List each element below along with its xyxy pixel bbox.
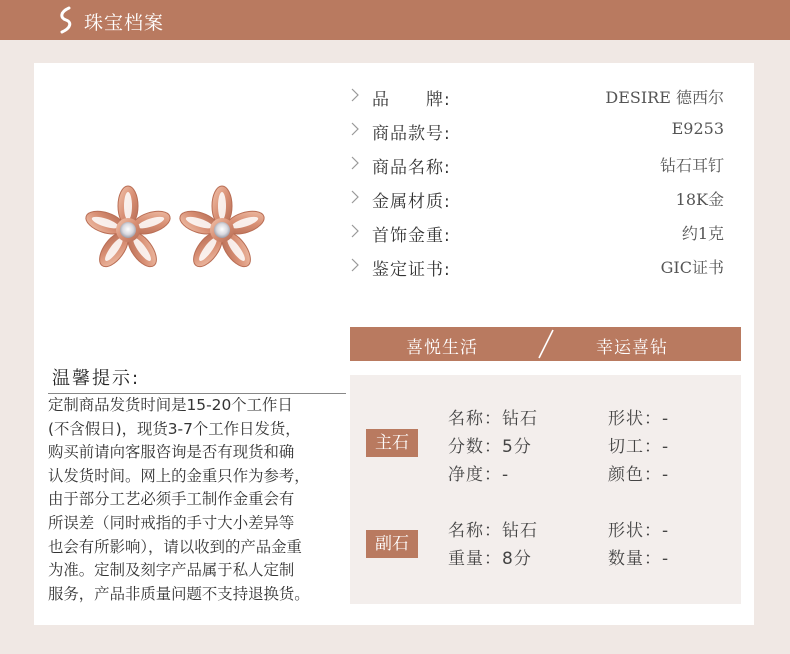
swirl-logo-icon	[56, 6, 76, 34]
spec-row-weight	[350, 221, 730, 251]
spec-value: DESIRE 德西尔	[605, 88, 724, 107]
spec-value: 约1克	[681, 224, 724, 243]
tips-title: 温馨提示:	[52, 368, 141, 389]
spec-row-brand	[350, 85, 730, 115]
spec-row-model	[350, 119, 730, 149]
side-stone-name: 名称：钻石	[448, 521, 538, 541]
main-stone-count: 分数：5分	[448, 437, 532, 457]
chevron-right-icon	[350, 88, 360, 102]
side-stone-badge: 副石	[366, 530, 418, 558]
tips-text	[48, 394, 353, 606]
main-stone-badge: 主石	[366, 429, 418, 457]
spec-value: E9253	[671, 119, 724, 138]
spec-label: 金属材质:	[372, 192, 451, 212]
side-stone-quantity: 数量：-	[608, 549, 670, 569]
main-stone-name: 名称：钻石	[448, 409, 538, 429]
chevron-right-icon	[350, 258, 360, 272]
spec-label: 鉴定证书:	[372, 260, 451, 280]
main-stone-color: 颜色：-	[608, 465, 670, 485]
tips-line: 所误差（同时戒指的手寸大小差异等	[48, 513, 295, 532]
main-stone-cut: 切工：-	[608, 437, 670, 457]
tips-line: 认发货时间。网上的金重只作为参考，	[48, 466, 310, 485]
chevron-right-icon	[350, 190, 360, 204]
tips-line: 由于部分工艺必须手工制作金重会有	[48, 490, 295, 509]
section-header	[0, 0, 790, 40]
tips-line: 购买前请向客服咨询是否有现货和确	[48, 443, 295, 462]
spec-value: GIC证书	[660, 258, 724, 277]
tips-line: (不含假日)，现货3-7个工作日发货，	[48, 419, 301, 438]
chevron-right-icon	[350, 224, 360, 238]
spec-value: 钻石耳钉	[659, 156, 724, 175]
spec-row-certificate	[350, 255, 730, 285]
section-title: 珠宝档案	[84, 12, 165, 34]
tips-line: 服务，产品非质量问题不支持退换货。	[48, 584, 310, 603]
tips-line: 为准。定制及刻字产品属于私人定制	[48, 561, 295, 580]
spec-row-material	[350, 187, 730, 217]
spec-label: 品 牌:	[372, 90, 451, 110]
flower-earrings-image	[80, 178, 270, 278]
spec-label: 首饰金重:	[372, 226, 451, 246]
main-stone-shape: 形状：-	[608, 409, 670, 429]
side-stone-weight: 重量：8分	[448, 549, 532, 569]
spec-row-name	[350, 153, 730, 183]
slogan-right: 幸运喜钻	[596, 338, 668, 358]
spec-label: 商品款号:	[372, 124, 451, 144]
spec-value: 18K金	[675, 190, 724, 209]
tips-line: 定制商品发货时间是15-20个工作日	[48, 396, 293, 414]
slogan-banner	[350, 327, 741, 361]
stone-details-panel	[350, 375, 741, 604]
slash-divider	[533, 327, 559, 361]
tips-line: 也会有所影响），请以收到的产品金重	[48, 537, 302, 556]
side-stone-shape: 形状：-	[608, 521, 670, 541]
chevron-right-icon	[350, 122, 360, 136]
slogan-left: 喜悦生活	[406, 338, 478, 358]
chevron-right-icon	[350, 156, 360, 170]
main-stone-clarity: 净度：-	[448, 465, 510, 485]
spec-label: 商品名称:	[372, 158, 451, 178]
